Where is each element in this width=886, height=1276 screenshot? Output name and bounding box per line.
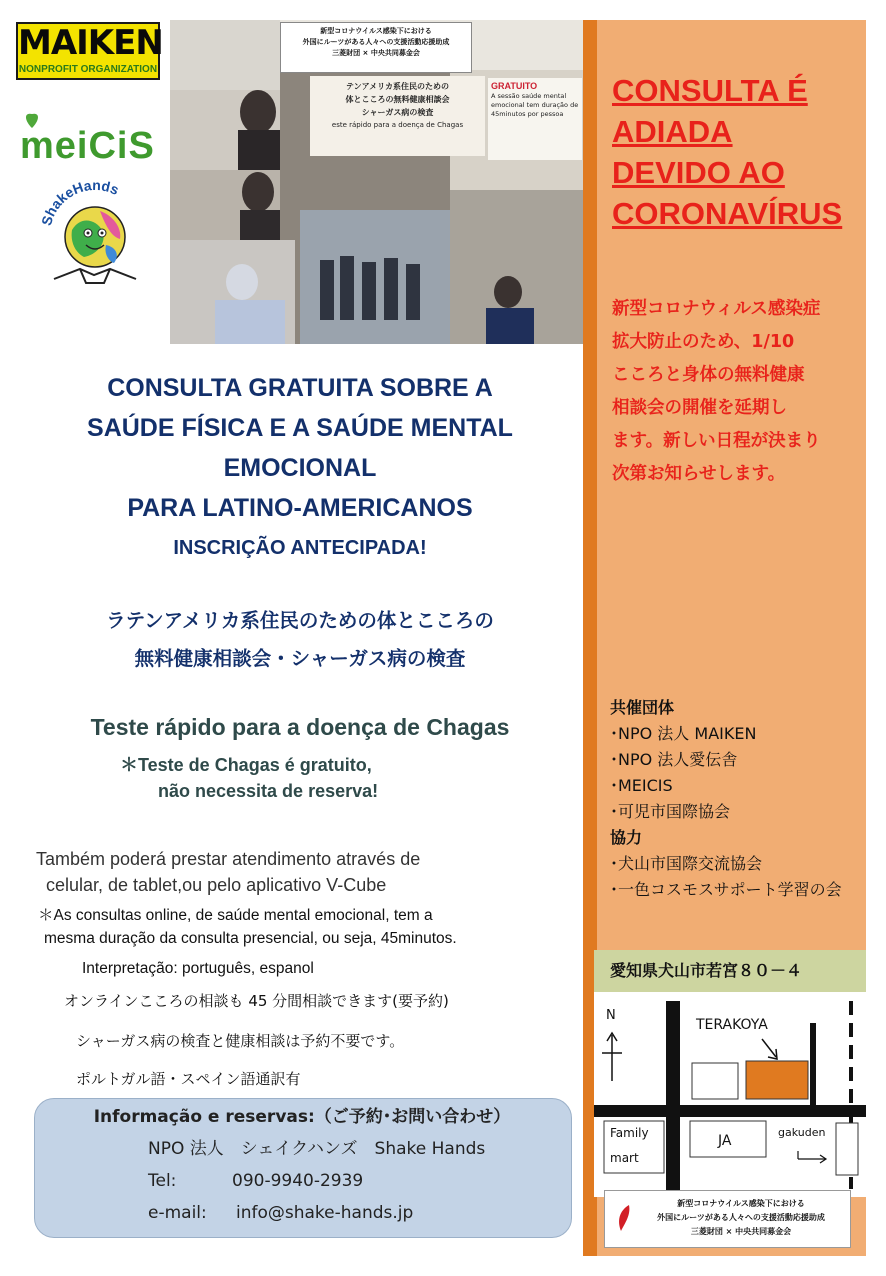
photo-sign-event-line2: 体とこころの無料健康相談会 [345, 95, 450, 104]
postponed-notice-line: ADIADA [612, 114, 733, 149]
map-terakoya-label: TERAKOYA [696, 1017, 768, 1033]
map-mart-label: mart [610, 1151, 639, 1165]
cohost-item: ･MEICIS [610, 776, 673, 795]
grant-logo [604, 1190, 851, 1248]
photo-sign-event-line3: シャーガス病の検査 [361, 108, 434, 117]
contact-heading: Informação e reservas:（ご予約･お問い合わせ） [93, 1107, 511, 1127]
main-title-jp-line1: ラテンアメリカ系住民のための体とこころの [106, 609, 494, 632]
map-ja-label: JA [718, 1133, 732, 1149]
interpretation-text: Interpretação: português, espanol [82, 960, 314, 977]
main-title-line: EMOCIONAL [223, 454, 377, 482]
photo-sign-grant [280, 22, 472, 73]
cohost-item: ･NPO 法人愛伝舎 [610, 750, 738, 769]
postponed-notice [612, 70, 872, 234]
cooperation-item: ･犬山市国際交流協会 [610, 854, 763, 873]
online-consult-line2: mesma duração da consulta presencial, ou seja, 45minutos. [44, 930, 457, 947]
main-subtitle: INSCRIÇÃO ANTECIPADA! [173, 537, 427, 559]
main-title-jp-line2: 無料健康相談会・シャーガス病の検査 [134, 647, 466, 670]
photo-sign-gratuito [488, 78, 582, 160]
maiken-logo [16, 22, 163, 80]
photo-sign-grant-line3: 三菱財団 × 中央共同募金会 [332, 49, 420, 57]
event-photo-collage [170, 20, 583, 344]
chagas-test-note [120, 752, 480, 804]
postponed-notice-line: CORONAVÍRUS [612, 196, 843, 231]
maiken-logo-subtitle: NONPROFIT ORGANIZATION [18, 64, 158, 75]
main-title-line: PARA LATINO-AMERICANOS [127, 494, 473, 522]
shakehands-logo-text: ShakeHands [38, 176, 122, 228]
map-address-text: 愛知県犬山市若宮８０－４ [610, 961, 803, 980]
postponed-notice-jp [612, 293, 862, 491]
map-family-label: Family [610, 1126, 649, 1140]
photo-sign-event-line1: テンアメリカ系住民のための [345, 82, 450, 91]
main-title-line: SAÚDE FÍSICA E A SAÚDE MENTAL [87, 414, 513, 442]
postponed-notice-line: DEVIDO AO [612, 155, 785, 190]
postponed-notice-jp-line: 相談会の開催を延期し [612, 398, 787, 418]
shakehands-logo [36, 175, 154, 297]
contact-tel-label: Tel: [148, 1171, 177, 1191]
postponed-notice-jp-line: 拡大防止のため、1/10 [612, 332, 795, 352]
interpretation-jp: ポルトガル語・スペイン語通訳有 [76, 1070, 301, 1088]
feather-icon [615, 1203, 635, 1233]
grant-logo-line1: 新型コロナウイルス感染下における [677, 1199, 805, 1208]
postponed-notice-jp-line: 新型コロナウィルス感染症 [612, 299, 821, 319]
chagas-test-note-line1: ＊Teste de Chagas é gratuito, [120, 755, 372, 775]
grant-logo-line3: 三菱財団 × 中央共同募金会 [690, 1227, 792, 1236]
cooperation-heading: 協力 [610, 828, 643, 847]
grant-logo-text [641, 1197, 841, 1239]
remote-service-line1: Também poderá prestar atendimento através de [36, 849, 421, 869]
organizers-list [610, 695, 860, 903]
main-title-jp [20, 602, 580, 678]
contact-email-label: e-mail: [148, 1203, 207, 1223]
contact-tel[interactable]: 090-9940-2939 [232, 1171, 364, 1191]
map-gakuden-label: gakuden [778, 1126, 826, 1139]
maiken-logo-name: MAIKEN [18, 23, 163, 63]
map-address [594, 950, 866, 992]
meicis-logo [20, 108, 165, 168]
cooperation-item: ･一色コスモスサポート学習の会 [610, 880, 842, 899]
online-consult-text [38, 904, 578, 950]
photo-sign-gratuito-text: A sessão saúde mental emocional tem duração de 45minutos por pessoa [491, 92, 579, 118]
chagas-test-heading: Teste rápido para a doença de Chagas [90, 714, 510, 740]
postponed-notice-jp-line: ます。新しい日程が決まり [612, 431, 821, 451]
photo-sign-event-line4: este rápido para a doença de Chagas [331, 121, 464, 129]
grant-logo-line2: 外国にルーツがある人々への支援活動応援助成 [657, 1213, 825, 1222]
remote-service-text [36, 846, 576, 898]
remote-service-line2: celular, de tablet,ou pelo aplicativo V-Cube [46, 875, 387, 895]
contact-email[interactable]: info@shake-hands.jp [236, 1203, 414, 1223]
chagas-test-note-line2: não necessita de reserva! [158, 781, 379, 801]
photo-sign-grant-line2: 外国にルーツがある人々への支援活動応援助成 [302, 38, 450, 46]
cohost-item: ･可児市国際協会 [610, 802, 731, 821]
chagas-no-reservation-jp: シャーガス病の検査と健康相談は予約不要です。 [76, 1032, 405, 1050]
postponed-notice-jp-line: 次第お知らせします。 [612, 464, 786, 484]
contact-organization: NPO 法人 シェイクハンズ Shake Hands [148, 1139, 486, 1159]
map-north-label: N [606, 1008, 616, 1023]
cohost-heading: 共催団体 [610, 698, 675, 717]
online-consult-line1: ＊As consultas online, de saúde mental emocional, tem a [38, 907, 433, 924]
main-title-line: CONSULTA GRATUITA SOBRE A [107, 374, 493, 402]
postponed-notice-line: CONSULTA É [612, 73, 808, 108]
photo-sign-event [310, 76, 485, 156]
main-title [20, 368, 580, 568]
photo-sign-gratuito-title: GRATUITO [491, 81, 538, 91]
cohost-item: ･NPO 法人 MAIKEN [610, 724, 757, 743]
meicis-logo-text: meiCiS [20, 125, 155, 167]
postponed-notice-jp-line: こころと身体の無料健康 [612, 365, 805, 385]
online-consult-jp: オンラインこころの相談も 45 分間相談できます(要予約) [64, 992, 449, 1010]
photo-sign-grant-line1: 新型コロナウイルス感染下における [320, 27, 432, 35]
